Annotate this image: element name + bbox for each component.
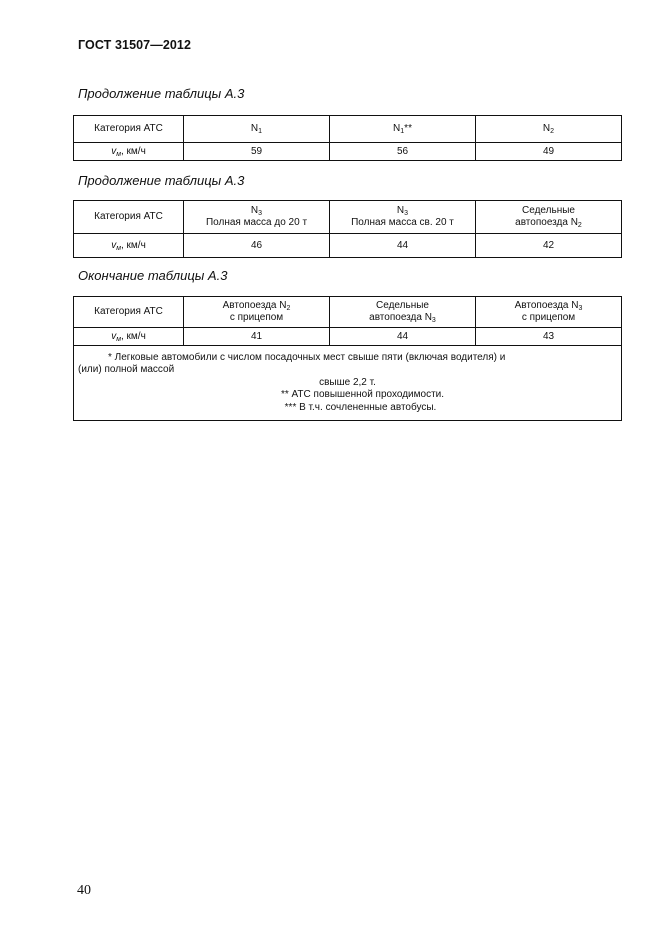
value-cell: 41 — [184, 328, 330, 346]
table-header-row — [74, 116, 622, 143]
footnote-2: ** АТС повышенной проходимости. — [280, 389, 445, 401]
footnote-1-line-3: свыше 2,2 т. — [319, 376, 376, 388]
header-cell-road-train-n3: Автопоезда $N_3$ с прицепом — [476, 297, 622, 328]
row-label-speed: $v_м$, км/ч — [74, 328, 184, 346]
value-cell: 42 — [476, 234, 622, 258]
header-cell-tractor-n2: Седельные автопоезда $N_2$ — [476, 201, 622, 234]
footnote-1-line-2: (или) полной массой — [78, 364, 175, 376]
footnote-3: *** В т.ч. сочлененные автобусы. — [284, 401, 437, 413]
table-header-row — [74, 297, 622, 328]
page-number: 40 — [77, 883, 91, 898]
value-cell: 46 — [184, 234, 330, 258]
value-cell: 56 — [330, 143, 476, 161]
value-cell: 44 — [330, 328, 476, 346]
table-notes-row — [74, 346, 622, 421]
header-cell-tractor-n3: Седельные автопоезда $N_3$ — [330, 297, 476, 328]
row-label-speed: $v_м$, км/ч — [74, 234, 184, 258]
header-cell-category: Категория АТС — [74, 116, 184, 143]
document-title: ГОСТ 31507—2012 — [78, 38, 192, 52]
header-cell-n3-up-to-20t: $N_3$ Полная масса до 20 т — [184, 201, 330, 234]
header-cell-road-train-n2: Автопоезда $N_2$ с прицепом — [184, 297, 330, 328]
header-cell-n1-star: $N_1**$ — [330, 116, 476, 143]
header-cell-n3-over-20t: $N_3$ Полная масса св. 20 т — [330, 201, 476, 234]
table-header-row — [74, 201, 622, 234]
table-row — [74, 143, 622, 161]
header-cell-category: Категория АТС — [74, 201, 184, 234]
value-cell: 44 — [330, 234, 476, 258]
header-cell-category: Категория АТС — [74, 297, 184, 328]
value-cell: 49 — [476, 143, 622, 161]
header-cell-n1: $N_1$ — [184, 116, 330, 143]
speed-table-part-2 — [73, 200, 622, 258]
speed-table-part-1 — [73, 115, 622, 161]
footnote-1-line-1: * Легковые автомобили с числом посадочных мест свыше пяти (включая водителя) и — [108, 351, 506, 363]
table-caption-3: Окончание таблицы А.3 — [78, 268, 228, 283]
table-row — [74, 234, 622, 258]
value-cell: 59 — [184, 143, 330, 161]
footnotes — [74, 346, 622, 421]
value-cell: 43 — [476, 328, 622, 346]
table-row — [74, 328, 622, 346]
row-label-speed: $v_м$, км/ч — [74, 143, 184, 161]
speed-table-part-3 — [73, 296, 622, 421]
table-caption-1: Продолжение таблицы А.3 — [78, 86, 245, 101]
header-cell-n2: $N_2$ — [476, 116, 622, 143]
table-caption-2: Продолжение таблицы А.3 — [78, 173, 245, 188]
